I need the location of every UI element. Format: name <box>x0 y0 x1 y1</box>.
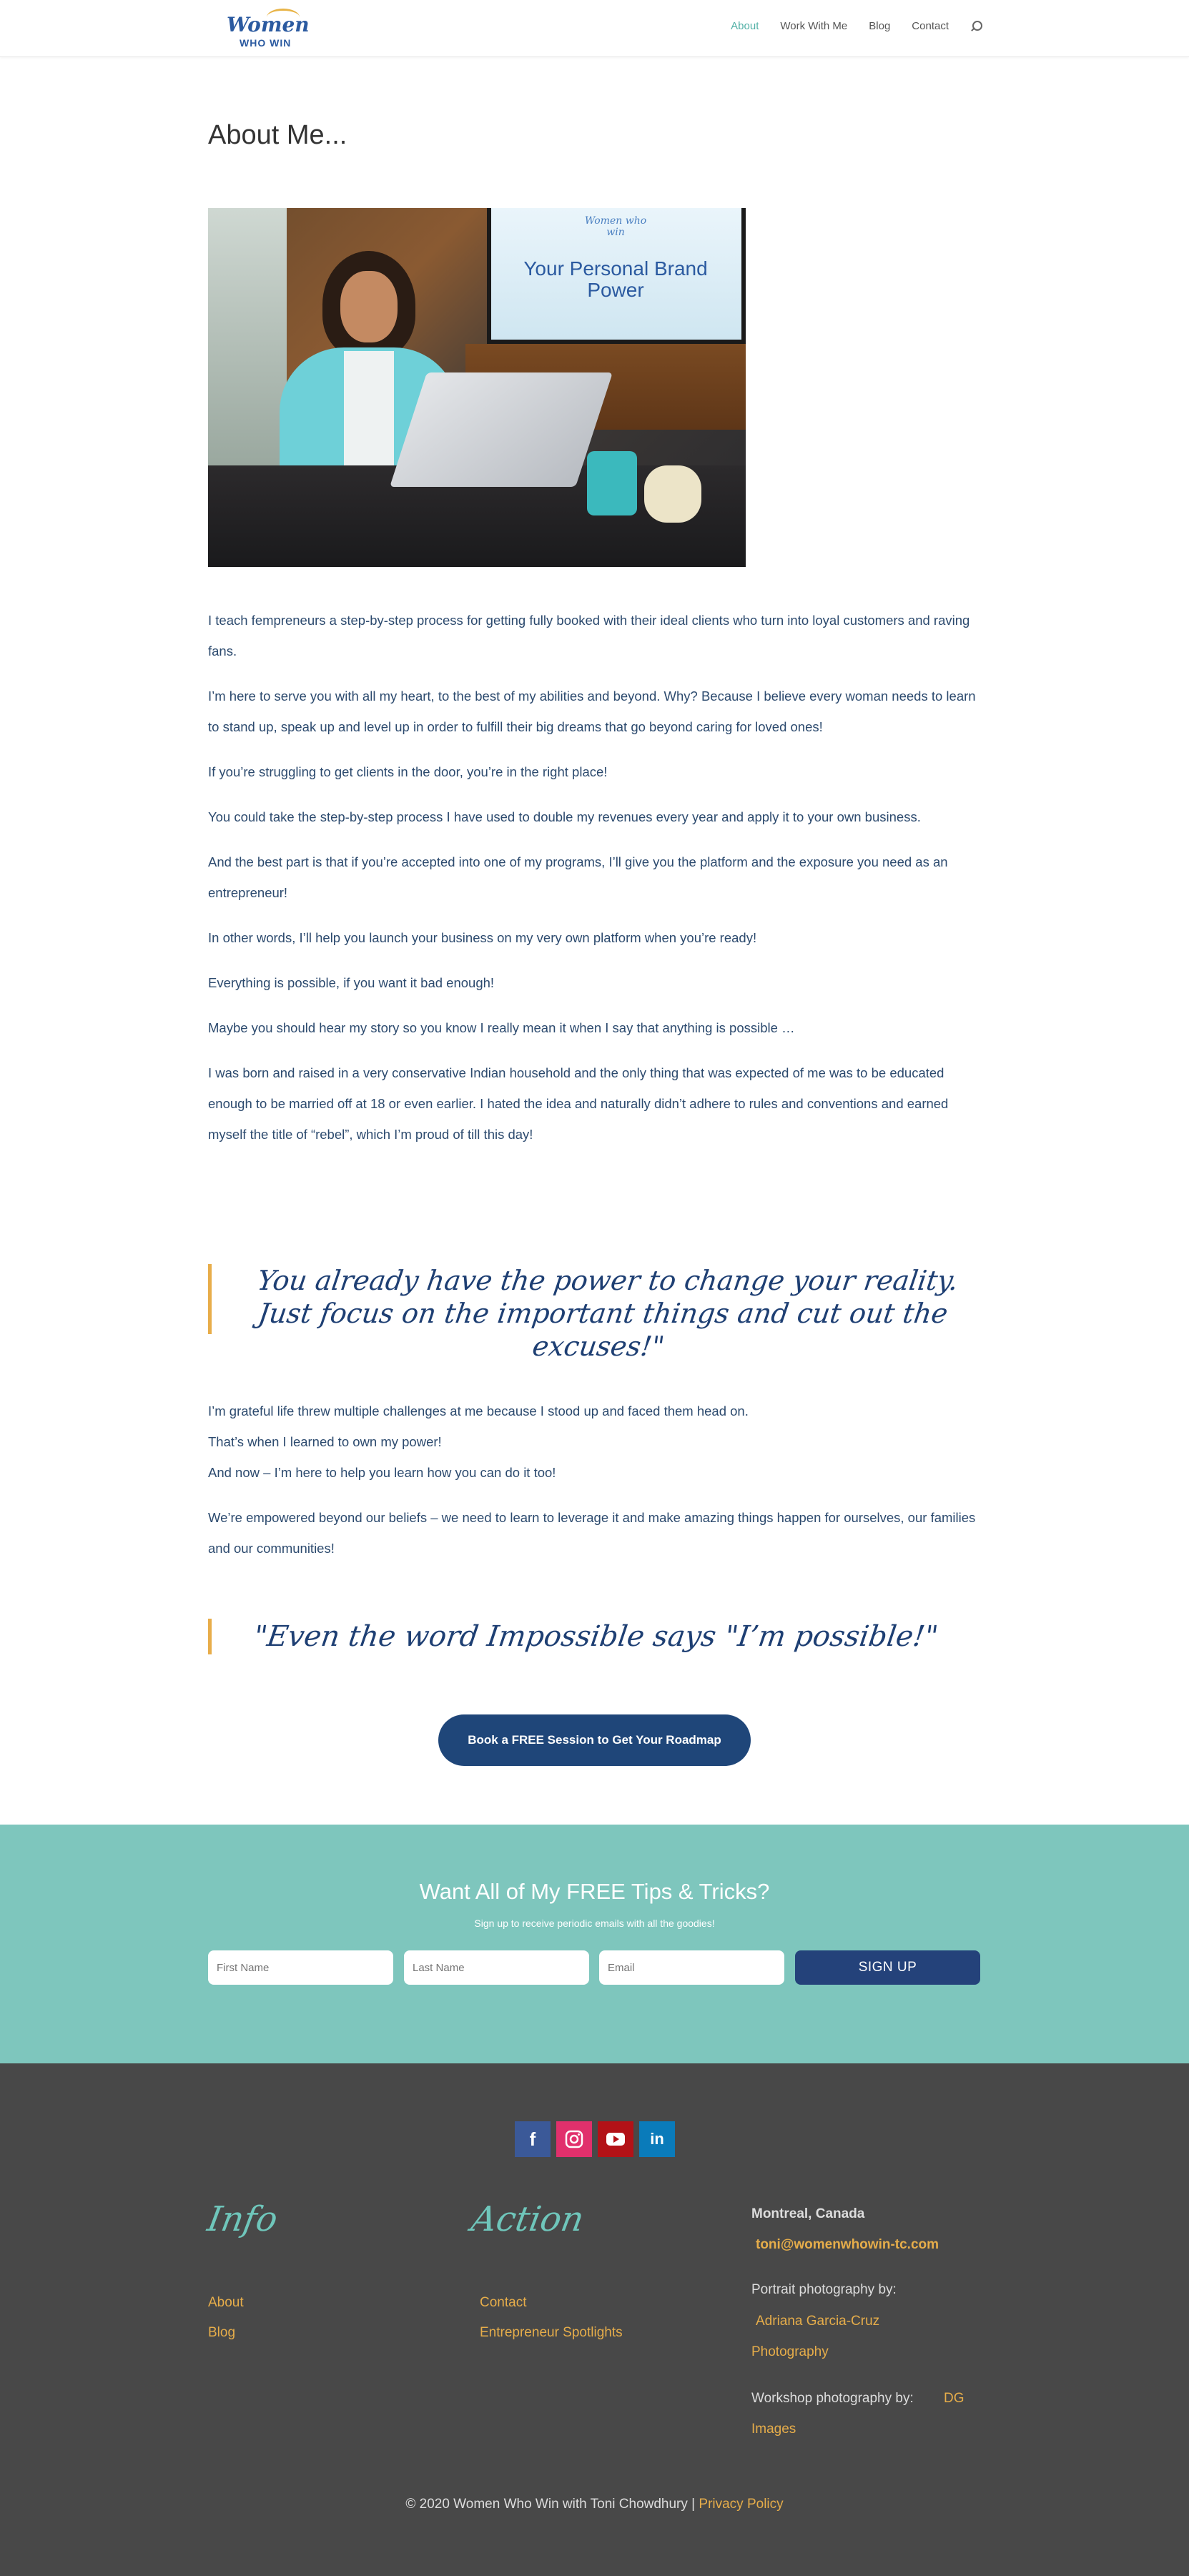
paragraph: In other words, I’ll help you launch your business on my very own platform when you’re ready! <box>208 930 757 945</box>
privacy-policy-link[interactable]: Privacy Policy <box>699 2497 784 2512</box>
footer-location: Montreal, Canada <box>751 2206 865 2221</box>
facebook-icon[interactable]: f <box>515 2121 551 2157</box>
copyright-text: © 2020 Women Who Win with Toni Chowdhury | <box>405 2497 696 2512</box>
page-title: About Me... <box>208 120 347 150</box>
photo-person-shirt <box>344 351 394 465</box>
search-icon[interactable] <box>970 21 982 32</box>
paragraph: Maybe you should hear my story so you know I really mean it when I say that anything is possible … <box>208 1020 795 1035</box>
paragraph: You could take the step-by-step process I have used to double my revenues every year and apply it to your own business. <box>208 809 921 824</box>
photo-window <box>208 208 287 465</box>
sign-up-button[interactable]: SIGN UP <box>795 1950 980 1985</box>
nav-about[interactable]: About <box>731 20 759 32</box>
paragraph: I’m here to serve you with all my heart, to the best of my abilities and beyond. Why? Because I believe every woman needs to learn to stand up, speak up and level up in order to fulfill their big dreams that go beyond caring for loved ones! <box>208 689 976 734</box>
footer-info-heading: Info <box>204 2199 281 2239</box>
hero-photo <box>208 208 746 567</box>
footer-workshop-credit-2[interactable]: Images <box>751 2422 796 2437</box>
quote-power <box>208 1264 980 1362</box>
footer-email-link[interactable]: toni@womenwhowin-tc.com <box>756 2237 939 2252</box>
site-header <box>0 0 1189 57</box>
logo-word-women: Women <box>227 13 310 36</box>
paragraph: Everything is possible, if you want it bad enough! <box>208 975 495 990</box>
newsletter-title: Want All of My FREE Tips & Tricks? <box>419 1879 770 1904</box>
paragraph: We’re empowered beyond our beliefs – we need to learn to leverage it and make amazing things happen for ourselves, our families and our communities! <box>208 1510 976 1556</box>
photo-candle-cream <box>644 465 701 523</box>
footer-portrait-credit-1[interactable]: Adriana Garcia-Cruz <box>756 2314 880 2329</box>
footer-link-spotlights[interactable]: Entrepreneur Spotlights <box>480 2325 623 2340</box>
paragraph: If you’re struggling to get clients in the door, you’re in the right place! <box>208 764 608 779</box>
email-input[interactable] <box>599 1950 784 1985</box>
footer-link-about[interactable]: About <box>208 2295 244 2310</box>
youtube-icon[interactable] <box>598 2121 633 2157</box>
photo-candle-teal <box>587 451 637 515</box>
story-text <box>208 1396 980 1564</box>
footer-portrait-label: Portrait photography by: <box>751 2282 897 2297</box>
paragraph: And the best part is that if you’re accepted into one of my programs, I’ll give you the platform and the exposure you need as an entrepreneur! <box>208 854 948 900</box>
footer-portrait-credit-2[interactable]: Photography <box>751 2344 829 2359</box>
paragraph: And now – I’m here to help you learn how you can do it too! <box>208 1465 556 1480</box>
photo-tv-logo: Women who win <box>584 215 647 238</box>
nav-contact[interactable]: Contact <box>912 20 949 32</box>
nav-work-with-me[interactable]: Work With Me <box>780 20 848 32</box>
intro-text <box>208 605 980 1150</box>
last-name-input[interactable] <box>404 1950 589 1985</box>
logo-word-who-win: WHO WIN <box>240 37 292 49</box>
nav-blog[interactable]: Blog <box>869 20 891 32</box>
instagram-icon[interactable] <box>556 2121 592 2157</box>
photo-tv-text: Your Personal Brand Power <box>523 257 708 301</box>
quote-impossible-text: "Even the word Impossible says "I’m possible!" <box>252 1620 940 1653</box>
newsletter-section <box>0 1825 1189 2063</box>
quote-impossible <box>208 1619 980 1654</box>
site-footer <box>0 2063 1189 2576</box>
footer-workshop-credit-1[interactable]: DG <box>944 2391 964 2406</box>
footer-workshop-label: Workshop photography by: <box>751 2391 914 2406</box>
newsletter-subtitle: Sign up to receive periodic emails with all the goodies! <box>474 1918 715 1929</box>
first-name-input[interactable] <box>208 1950 393 1985</box>
photo-person-face <box>340 271 398 342</box>
linkedin-icon[interactable]: in <box>639 2121 675 2157</box>
book-session-button[interactable]: Book a FREE Session to Get Your Roadmap <box>438 1714 751 1766</box>
quote-power-text: You already have the power to change your reality. Just focus on the important things and cut out the excuses!" <box>255 1265 960 1362</box>
photo-laptop <box>390 372 613 487</box>
footer-link-blog[interactable]: Blog <box>208 2325 236 2340</box>
paragraph: That’s when I learned to own my power! <box>208 1434 442 1449</box>
paragraph: I was born and raised in a very conservative Indian household and the only thing that was expected of me was to be educated enough to be married off at 18 or even earlier. I hated the idea and naturally didn’t adhere to rules and conventions and earned myself the title of “rebel”, which I’m proud of till this day! <box>208 1065 949 1142</box>
paragraph: I teach fempreneurs a step-by-step process for getting fully booked with their ideal clients who turn into loyal customers and raving fans. <box>208 613 970 658</box>
footer-link-contact[interactable]: Contact <box>480 2295 527 2310</box>
footer-action-heading: Action <box>468 2199 587 2239</box>
main-nav <box>731 20 982 32</box>
copyright <box>0 2497 1189 2512</box>
site-logo[interactable] <box>218 6 310 51</box>
paragraph: I’m grateful life threw multiple challenges at me because I stood up and faced them head on. <box>208 1403 749 1418</box>
